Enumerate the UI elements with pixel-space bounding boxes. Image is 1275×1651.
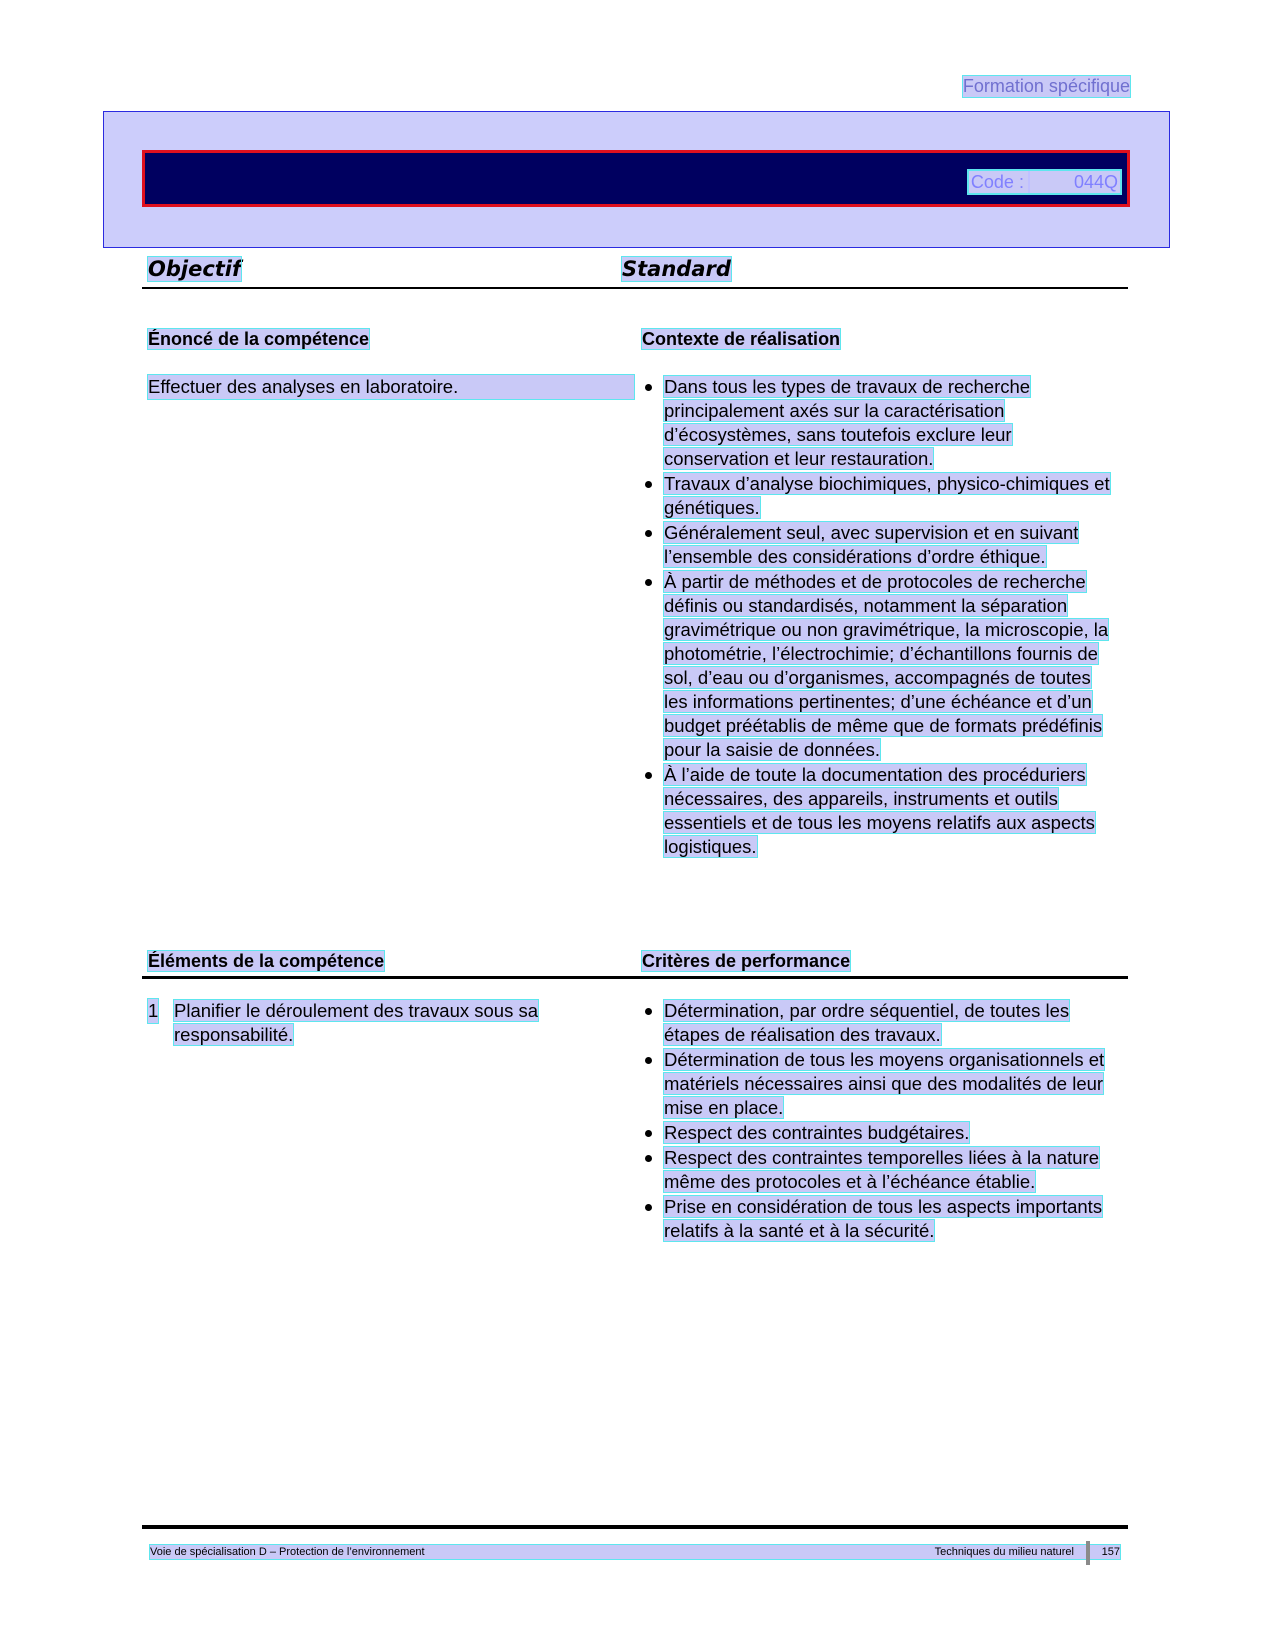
competency-elements-heading: Éléments de la compétence <box>148 951 385 971</box>
context-heading: Contexte de réalisation <box>642 329 841 349</box>
context-list <box>642 375 1112 860</box>
footer-separator <box>1086 1541 1090 1565</box>
page-footer <box>150 1545 1120 1559</box>
list-item: Dans tous les types de travaux de recherche principalement axés sur la caractérisation d’écosystèmes, sans toutefois exclure leur conservation et leur restauration. <box>642 375 1112 471</box>
page-number: 157 <box>1101 1546 1120 1558</box>
list-item: Détermination, par ordre séquentiel, de toutes les étapes de réalisation des travaux. <box>642 999 1122 1047</box>
competency-element <box>148 999 618 1047</box>
list-item: Généralement seul, avec supervision et en suivant l’ensemble des considérations d’ordre éthique. <box>642 521 1112 569</box>
objective-heading: Objectif <box>148 257 242 281</box>
bullet-icon <box>645 1057 652 1064</box>
bullet-icon <box>645 579 652 586</box>
list-item: Prise en considération de tous les aspects importants relatifs à la santé et à la sécurité. <box>642 1195 1122 1243</box>
bullet-icon <box>645 384 652 391</box>
bullet-icon <box>645 772 652 779</box>
footer-rule <box>142 1525 1128 1529</box>
performance-criteria-list <box>642 999 1122 1244</box>
competency-statement: Effectuer des analyses en laboratoire. <box>148 375 634 399</box>
document-section-label: Formation spécifique <box>962 76 1130 96</box>
competency-code <box>968 170 1121 194</box>
objective-standard-row <box>142 257 1128 289</box>
header-title-bar <box>142 150 1130 207</box>
code-value: 044Q <box>1073 172 1118 192</box>
header-panel <box>103 111 1170 248</box>
footer-program-path: Voie de spécialisation D – Protection de l’environnement <box>150 1546 425 1558</box>
code-separator <box>1028 171 1030 193</box>
element-text: Planifier le déroulement des travaux sous sa responsabilité. <box>174 1000 539 1045</box>
list-item: À partir de méthodes et de protocoles de recherche définis ou standardisés, notamment la séparation gravimétrique ou non gravimétrique, la microscopie, la photométrie, l’électrochimie; d’échantillons fournis de sol, d’eau ou d’organismes, accompagnés de toutes les informations pertinentes; d’une échéance et d’un budget préétablis de même que de formats prédéfinis pour la saisie de données. <box>642 570 1112 762</box>
bullet-icon <box>645 1155 652 1162</box>
performance-criteria-heading: Critères de performance <box>642 951 851 971</box>
list-item: Travaux d’analyse biochimiques, physico-chimiques et génétiques. <box>642 472 1112 520</box>
bullet-icon <box>645 481 652 488</box>
list-item: Respect des contraintes budgétaires. <box>642 1121 1122 1145</box>
section-divider <box>142 976 1128 979</box>
element-number: 1 <box>148 1000 159 1021</box>
standard-heading: Standard <box>622 257 731 281</box>
list-item: Respect des contraintes temporelles liées à la nature même des protocoles et à l’échéance établie. <box>642 1146 1122 1194</box>
bullet-icon <box>645 1204 652 1211</box>
list-item: À l’aide de toute la documentation des procéduriers nécessaires, des appareils, instruments et outils essentiels et de tous les moyens relatifs aux aspects logistiques. <box>642 763 1112 859</box>
bullet-icon <box>645 1130 652 1137</box>
competency-statement-heading: Énoncé de la compétence <box>148 329 370 349</box>
footer-program-name: Techniques du milieu naturel <box>934 1546 1074 1558</box>
code-label: Code : <box>970 172 1024 192</box>
list-item: Détermination de tous les moyens organisationnels et matériels nécessaires ainsi que des modalités de leur mise en place. <box>642 1048 1122 1120</box>
bullet-icon <box>645 530 652 537</box>
bullet-icon <box>645 1008 652 1015</box>
